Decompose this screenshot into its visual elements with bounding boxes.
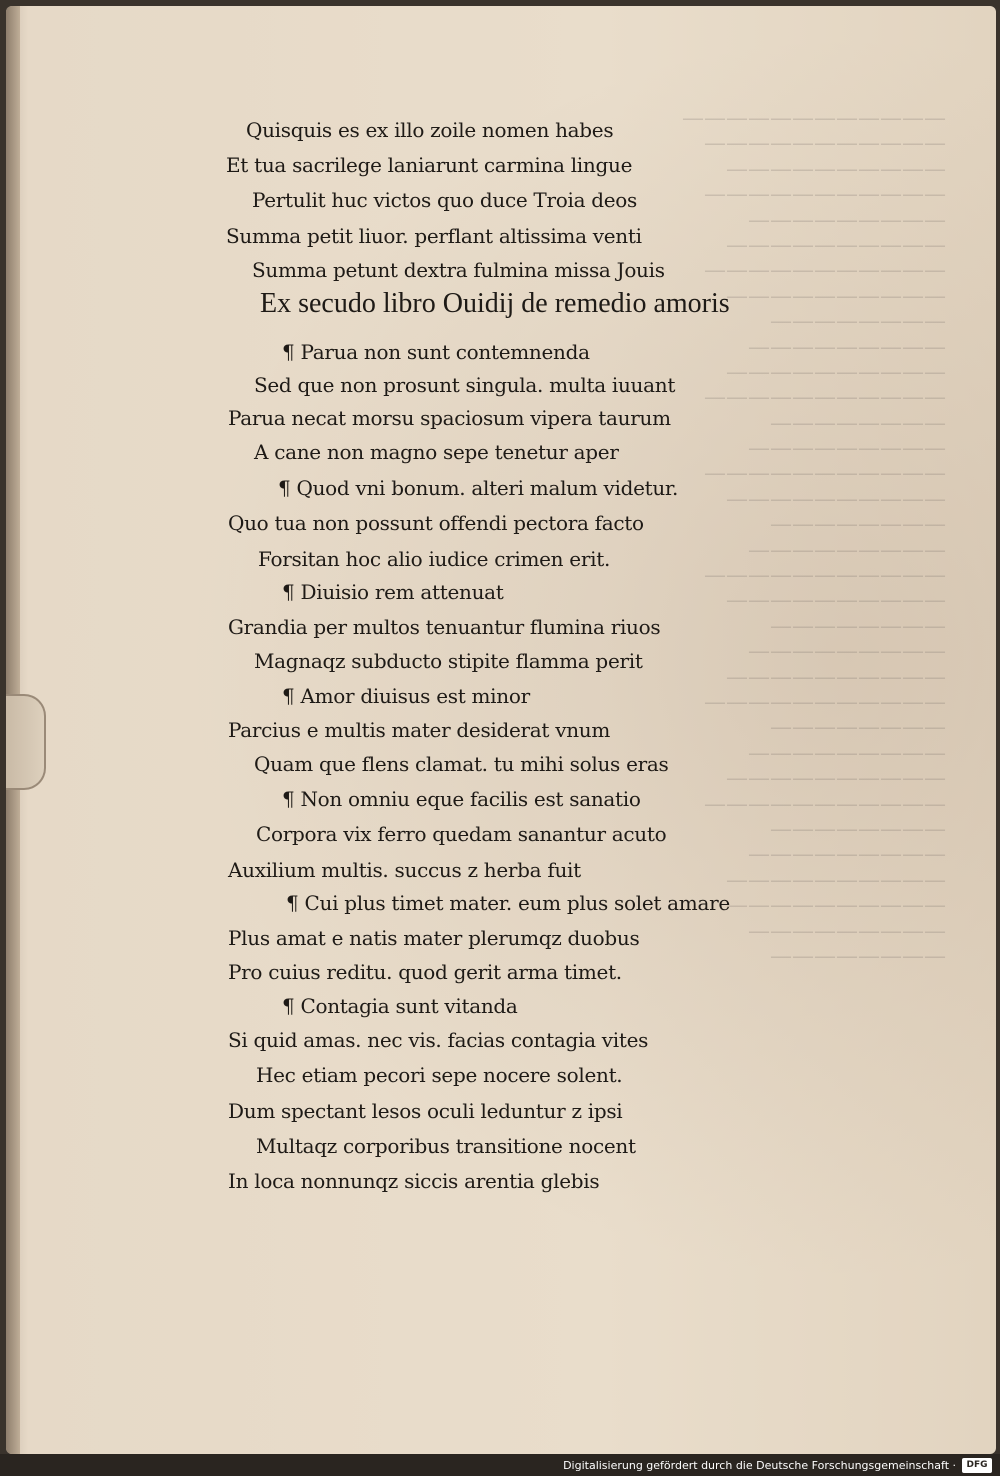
rubric-line: ¶ Contagia sunt vitanda: [282, 994, 518, 1018]
rubric-line: ¶ Amor diuisus est minor: [282, 684, 530, 708]
show-through-text: ———————————— ——————————— —————————— ——————————— ————————— —————————— ——————————— —————————— ———————— ————————— —————————— ——————————— ———————— ————————— ——————————— —————————— ———————— ————————— ——————————— —————————— ———————— ————————— —————————— ——————————— ———————— ————————— —————————— ——————————— ———————— ————————— —————————— —————————— ————————— ————————: [682, 106, 946, 969]
verse-line: Pro cuius reditu. quod gerit arma timet.: [228, 960, 622, 984]
verse-line: Forsitan hoc alio iudice crimen erit.: [258, 547, 610, 571]
verse-line: Quo tua non possunt offendi pectora facto: [228, 511, 644, 535]
verse-line: Auxilium multis. succus z herba fuit: [228, 858, 581, 882]
rubric-line: ¶ Diuisio rem attenuat: [282, 580, 504, 604]
footer-bar: [0, 1454, 1000, 1476]
verse-line: Grandia per multos tenuantur flumina riuos: [228, 615, 661, 639]
verse-line: Summa petunt dextra fulmina missa Jouis: [252, 258, 665, 282]
verse-line: Magnaqz subducto stipite flamma perit: [254, 649, 643, 673]
rubric-line: ¶ Cui plus timet mater. eum plus solet amare: [286, 891, 730, 915]
verse-line: Corpora vix ferro quedam sanantur acuto: [256, 822, 667, 846]
verse-line: Plus amat e natis mater plerumqz duobus: [228, 926, 640, 950]
verse-line: Hec etiam pecori sepe nocere solent.: [256, 1063, 623, 1087]
book-page: [6, 6, 996, 1454]
verse-line: Sed que non prosunt singula. multa iuuant: [254, 373, 676, 397]
verse-line: Et tua sacrilege laniarunt carmina lingue: [226, 153, 633, 177]
verse-line: Parcius e multis mater desiderat vnum: [228, 718, 611, 742]
section-heading: Ex secudo libro Ouidij de remedio amoris: [260, 288, 730, 319]
verse-line: Parua necat morsu spaciosum vipera taurum: [228, 406, 671, 430]
rubric-line: ¶ Quod vni bonum. alteri malum videtur.: [278, 476, 679, 500]
page-clasp: [6, 694, 46, 790]
verse-line: Quisquis es ex illo zoile nomen habes: [246, 118, 614, 142]
rubric-line: ¶ Non omniu eque facilis est sanatio: [282, 787, 641, 811]
verse-line: In loca nonnunqz siccis arentia glebis: [228, 1169, 600, 1193]
verse-line: Summa petit liuor. perflant altissima venti: [226, 224, 642, 248]
verse-line: A cane non magno sepe tenetur aper: [254, 440, 619, 464]
dfg-logo: DFG: [962, 1458, 992, 1473]
footer-credit: Digitalisierung gefördert durch die Deutsche Forschungsgemeinschaft ·: [563, 1459, 956, 1472]
verse-line: Quam que flens clamat. tu mihi solus eras: [254, 752, 669, 776]
verse-line: Multaqz corporibus transitione nocent: [256, 1134, 636, 1158]
verse-line: Si quid amas. nec vis. facias contagia vites: [228, 1028, 649, 1052]
verse-line: Dum spectant lesos oculi leduntur z ipsi: [228, 1099, 623, 1123]
rubric-line: ¶ Parua non sunt contemnenda: [282, 340, 590, 364]
verse-line: Pertulit huc victos quo duce Troia deos: [252, 188, 637, 212]
